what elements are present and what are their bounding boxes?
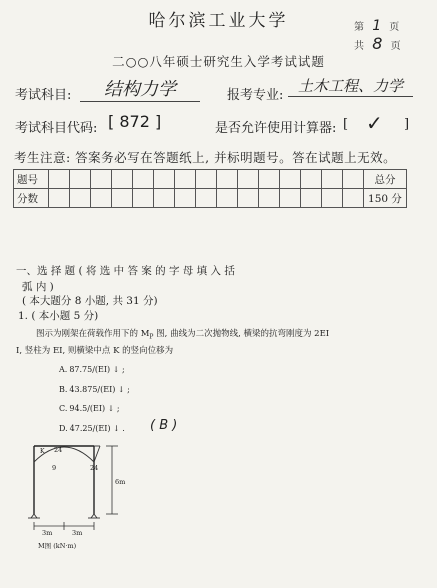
score-cell — [322, 189, 343, 208]
calculator-close-bracket: ] — [404, 117, 410, 132]
score-cell — [70, 170, 91, 189]
label-left-value: 9 — [52, 464, 57, 472]
score-cell — [154, 170, 175, 189]
score-cell — [49, 170, 70, 189]
score-cell — [196, 170, 217, 189]
score-cell — [343, 189, 364, 208]
question-1-text-subscript: P — [149, 333, 154, 341]
score-cell — [91, 189, 112, 208]
section-scoring: ( 本大题分 8 小题, 共 31 分) — [22, 295, 158, 307]
option-letter: B. — [59, 385, 68, 394]
handwritten-answer: ( B ) — [150, 418, 178, 433]
question-number-label: 题号 — [14, 170, 49, 189]
score-cell — [238, 189, 259, 208]
page-total: 8 — [372, 34, 383, 53]
option-letter: C. — [59, 404, 68, 413]
option-a — [59, 365, 125, 374]
question-1-text-part1: 图示为刚架在荷载作用下的 M — [36, 329, 150, 339]
page-unit-2: 页 — [390, 41, 401, 52]
label-k: K — [40, 448, 45, 455]
score-cell — [133, 189, 154, 208]
score-cell — [301, 189, 322, 208]
option-letter: D. — [59, 424, 68, 433]
page-total-label — [354, 34, 401, 53]
score-cell — [238, 170, 259, 189]
total-score-value: 150 分 — [364, 189, 407, 208]
score-cell — [91, 170, 112, 189]
university-name: 哈尔滨工业大学 — [148, 11, 289, 31]
question-1-header: 1. ( 本小题 5 分) — [18, 310, 99, 322]
page-current-label — [354, 18, 399, 34]
score-cell — [112, 189, 133, 208]
score-cell — [322, 170, 343, 189]
code-label: 考试科目代码: — [15, 121, 98, 136]
option-text: 94.5/(EI) ↓ ; — [69, 404, 120, 413]
section-title-line2: 弧 内 ) — [22, 281, 54, 293]
candidate-notice: 考生注意: 答案务必写在答题纸上, 并标明题号。答在试题上无效。 — [14, 150, 397, 165]
page-unit-1: 页 — [389, 22, 400, 33]
score-cell — [154, 189, 175, 208]
right-moment-line — [94, 446, 100, 462]
exam-title: 二○○八年硕士研究生入学考试试题 — [112, 54, 325, 69]
score-cell — [196, 189, 217, 208]
option-text: 47.25/(EI) ↓ . — [69, 424, 125, 433]
section-title-line1: 一、选 择 题 ( 将 选 中 答 案 的 字 母 填 入 括 — [16, 265, 235, 277]
label-right-value: 24 — [90, 464, 99, 472]
question-1-text-part2: 图, 曲线为二次抛物线, 横梁的抗弯刚度为 2EI — [156, 329, 330, 339]
score-cell — [175, 170, 196, 189]
option-letter: A. — [59, 365, 68, 374]
score-cell — [343, 170, 364, 189]
calculator-open-bracket: [ — [343, 117, 349, 132]
score-cell — [280, 170, 301, 189]
page-current: 1 — [372, 18, 382, 34]
score-cell — [133, 170, 154, 189]
major-label: 报考专业: — [227, 88, 284, 103]
score-cell — [301, 170, 322, 189]
score-table — [13, 169, 407, 208]
score-cell — [49, 189, 70, 208]
subject-label: 考试科目: — [15, 88, 72, 103]
label-span-left: 3m — [42, 529, 53, 537]
score-cell — [217, 170, 238, 189]
option-d — [59, 424, 125, 433]
calculator-check: ✓ — [366, 111, 383, 135]
option-text: 43.875/(EI) ↓ ; — [69, 385, 130, 394]
score-table-row — [14, 170, 407, 189]
code-value: [ 872 ] — [108, 112, 162, 131]
calculator-label: 是否允许使用计算器: — [215, 121, 337, 136]
major-value: 土木工程、力学 — [288, 75, 413, 97]
total-score-label: 总分 — [364, 170, 407, 189]
score-cell — [217, 189, 238, 208]
label-top-value: 24 — [54, 446, 63, 454]
score-cell — [175, 189, 196, 208]
page-total-prefix: 共 — [354, 41, 364, 52]
diagram-caption: M图 (kN·m) — [38, 542, 77, 550]
option-text: 87.75/(EI) ↓ ; — [69, 365, 125, 374]
subject-value: 结构力学 — [80, 75, 200, 102]
page-first-label: 第 — [354, 22, 364, 33]
frame-moment-diagram — [28, 440, 148, 560]
score-cell — [70, 189, 91, 208]
question-1-text-line2: I, 竖柱为 EI, 则横梁中点 K 的竖向位移为 — [16, 346, 174, 356]
score-label: 分数 — [14, 189, 49, 208]
option-c — [59, 404, 120, 413]
score-table-row — [14, 189, 407, 208]
question-1-text-line1 — [36, 327, 329, 341]
score-cell — [112, 170, 133, 189]
score-cell — [259, 189, 280, 208]
label-span-right: 3m — [72, 529, 83, 537]
option-b — [59, 385, 130, 394]
score-cell — [259, 170, 280, 189]
label-height: 6m — [115, 478, 126, 486]
score-cell — [280, 189, 301, 208]
